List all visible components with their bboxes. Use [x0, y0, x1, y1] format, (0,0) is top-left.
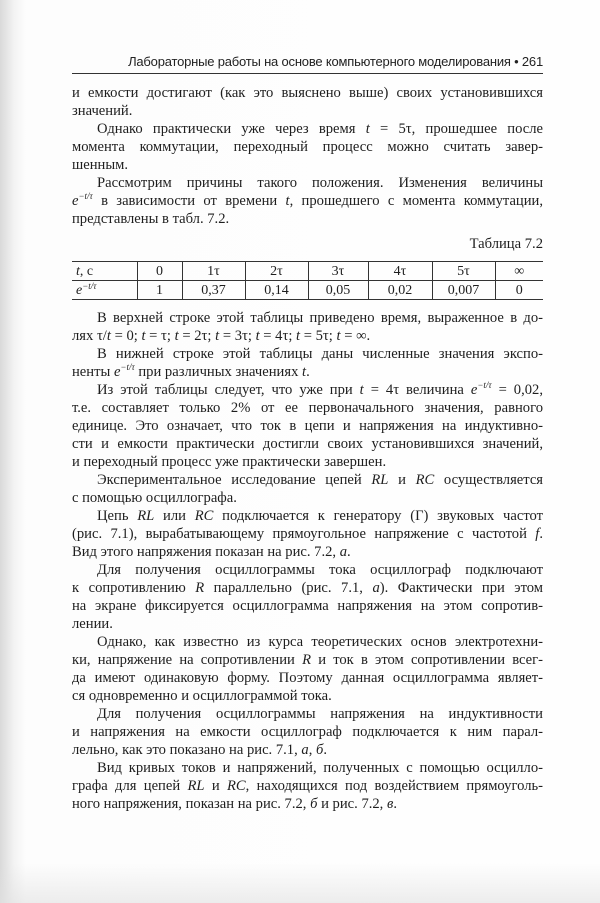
- text-run: .: [539, 526, 543, 542]
- text-run: сти и емкости практически достигли своих установившихся значений,: [72, 436, 543, 452]
- exponent: −t/τ: [82, 280, 97, 291]
- text-line: [72, 615, 543, 633]
- text-run: подключается к генератору (Г) звуковых частот: [213, 508, 543, 524]
- text-run: и переходный процесс уже практически завершен.: [72, 454, 387, 470]
- text-run: и напряжения на емкости осциллограф подключается к ним парал-: [72, 724, 543, 740]
- math-symbol: в: [386, 796, 394, 812]
- text-run: , находящихся под воздействием прямоуголь-: [245, 778, 543, 794]
- text-run: .: [393, 796, 397, 812]
- text-line: [72, 435, 543, 453]
- text-run: ). Фактически при этом: [379, 580, 543, 596]
- text-run: и емкости достигают (как это выяснено выше) своих установившихся: [72, 85, 543, 101]
- math-symbol: б: [315, 742, 324, 758]
- math-symbol: а: [372, 580, 380, 596]
- math-symbol: t: [302, 364, 307, 380]
- text-line: [72, 84, 543, 102]
- text-line: [72, 795, 543, 813]
- text-run: ного напряжения, показан на рис. 7.2,: [72, 796, 311, 812]
- table-cell: [495, 262, 543, 281]
- math-symbol: t: [174, 328, 179, 344]
- math-symbol: e: [470, 382, 478, 398]
- text-run: и ток в этом сопротивлении всег-: [311, 652, 543, 668]
- text-run: 5τ: [457, 263, 470, 279]
- math-symbol: а: [301, 742, 309, 758]
- text-line: [72, 489, 543, 507]
- text-run: Рассмотрим причины такого положения. Изменения величины: [97, 175, 543, 191]
- math-symbol: RC: [415, 472, 435, 488]
- text-run: шенным.: [72, 157, 129, 173]
- math-symbol: RL: [187, 778, 205, 794]
- text-run: 3τ: [331, 263, 345, 279]
- text-line: [72, 102, 543, 120]
- text-run: Из этой таблицы следует, что уже при: [97, 382, 360, 398]
- text-run: момента коммутации, переходный процесс можно считать завер-: [72, 139, 543, 155]
- math-symbol: e: [76, 282, 83, 298]
- header-rule: [72, 73, 543, 74]
- text-run: лях τ/: [72, 328, 107, 344]
- text-run: .: [306, 364, 310, 380]
- text-line: [72, 417, 543, 435]
- text-line: [72, 471, 543, 489]
- text-line: [72, 741, 543, 759]
- text-line: [72, 723, 543, 741]
- text-run: 1τ: [207, 263, 220, 279]
- text-line: [72, 705, 543, 723]
- text-run: к сопротивлению: [72, 580, 196, 596]
- text-run: т.е. составляет только 2% от ее первоначального значения, равного: [72, 400, 543, 416]
- math-symbol: RL: [137, 508, 155, 524]
- text-line: [72, 597, 543, 615]
- math-symbol: t: [365, 121, 370, 137]
- math-symbol: t: [215, 328, 220, 344]
- text-line: [72, 309, 543, 327]
- math-symbol: t: [76, 263, 80, 279]
- text-run: значений.: [72, 103, 133, 119]
- text-run: (рис. 7.1), вырабатывающему прямоугольное напряжение с частотой: [72, 526, 536, 542]
- text-run: , с: [79, 263, 94, 279]
- text-run: .: [347, 544, 351, 560]
- text-run: 2τ: [270, 263, 283, 279]
- text-run: ся одновременно и осциллограммой тока.: [72, 688, 332, 704]
- math-symbol: RC: [226, 778, 246, 794]
- text-line: [72, 363, 543, 381]
- table-caption: Таблица 7.2: [469, 236, 543, 252]
- math-symbol: RL: [371, 472, 389, 488]
- text-line: [72, 210, 543, 228]
- text-run: Для получения осциллограммы тока осциллограф подключают: [97, 562, 543, 578]
- text-run: с помощью осциллографа.: [72, 490, 237, 506]
- math-symbol: e: [113, 364, 121, 380]
- text-run: или: [154, 508, 195, 524]
- text-line: [72, 120, 543, 138]
- text-run: при различных значениях: [134, 364, 303, 380]
- text-run: = 5τ, прошедшее после: [369, 121, 543, 137]
- math-symbol: t: [296, 328, 301, 344]
- table-cell: [182, 281, 245, 300]
- text-run: = ∞.: [340, 328, 371, 344]
- text-line: [72, 759, 543, 777]
- text-line: [72, 543, 543, 561]
- text-line: [72, 579, 543, 597]
- text-run: .: [323, 742, 327, 758]
- text-run: 0,14: [264, 282, 289, 298]
- math-symbol: e: [72, 193, 79, 209]
- exponent-table: [72, 261, 543, 300]
- math-symbol: f: [535, 526, 540, 542]
- text-block-main: [72, 309, 543, 813]
- exponent: −t/τ: [477, 381, 492, 390]
- text-line: [72, 777, 543, 795]
- math-symbol: R: [302, 652, 311, 668]
- math-symbol: а: [339, 544, 348, 560]
- text-run: 4τ: [393, 263, 407, 279]
- math-symbol: t: [285, 193, 290, 209]
- text-run: ,: [308, 742, 316, 758]
- text-run: = 5τ;: [300, 328, 337, 344]
- math-symbol: t: [255, 328, 260, 344]
- text-run: 0,37: [201, 282, 226, 298]
- exponent: −t/τ: [78, 192, 93, 201]
- text-run: ки, напряжение на сопротивлении: [72, 652, 303, 668]
- table-cell: [495, 281, 543, 300]
- table-row-header: [72, 262, 137, 281]
- text-line: [72, 381, 543, 399]
- text-run: Экспериментальное исследование цепей: [97, 472, 372, 488]
- text-run: и: [204, 778, 227, 794]
- text-run: = 3τ;: [219, 328, 256, 344]
- math-symbol: R: [195, 580, 205, 596]
- text-line: [72, 525, 543, 543]
- table-cell: [432, 281, 495, 300]
- text-line: [72, 192, 543, 210]
- text-line: [72, 633, 543, 651]
- table-cell: [137, 262, 182, 281]
- math-symbol: б: [310, 796, 318, 812]
- text-line: [72, 345, 543, 363]
- text-run: Цепь: [97, 508, 138, 524]
- text-line: [72, 174, 543, 192]
- text-line: [72, 327, 543, 345]
- text-run: 0: [156, 263, 163, 279]
- text-run: 0: [515, 282, 523, 298]
- text-line: [72, 651, 543, 669]
- text-run: в зависимости от времени: [92, 193, 286, 209]
- table-row-exponent: [72, 281, 543, 300]
- text-run: Вид этого напряжения показан на рис. 7.2,: [72, 544, 340, 560]
- text-run: графа для цепей: [72, 778, 188, 794]
- table-cell: [245, 262, 308, 281]
- text-run: В нижней строке этой таблицы даны численные значения экспо-: [97, 346, 543, 362]
- text-run: Однако, как известно из курса теоретических основ электротехни-: [97, 634, 543, 650]
- text-run: и рис. 7.2,: [317, 796, 387, 812]
- table-cell: [308, 262, 368, 281]
- text-run: да имеют одинаковую форму. Поэтому данная осциллограмма являет-: [72, 670, 543, 686]
- table-cell: [245, 281, 308, 300]
- math-symbol: t: [141, 328, 146, 344]
- text-run: Вид кривых токов и напряжений, полученных с помощью осцилло-: [97, 760, 543, 776]
- text-line: [72, 399, 543, 417]
- text-run: = 2τ;: [178, 328, 216, 344]
- math-symbol: t: [106, 328, 111, 344]
- text-run: В верхней строке этой таблицы приведено время, выраженное в до-: [97, 310, 543, 326]
- math-symbol: RC: [194, 508, 214, 524]
- math-symbol: t: [336, 328, 341, 344]
- running-header: Лабораторные работы на основе компьютерного моделирования • 261: [128, 54, 543, 69]
- text-run: = τ;: [145, 328, 175, 344]
- table-cell: [368, 281, 432, 300]
- text-run: 0,05: [325, 282, 351, 298]
- table-cell: [137, 281, 182, 300]
- text-run: и: [388, 472, 416, 488]
- table-cell: [308, 281, 368, 300]
- text-run: представлены в табл. 7.2.: [72, 211, 230, 227]
- text-line: [72, 453, 543, 471]
- text-line: [72, 156, 543, 174]
- text-run: ∞: [514, 263, 525, 279]
- table-row-header: [72, 281, 137, 300]
- text-run: 0,02: [387, 282, 413, 298]
- table-cell: [432, 262, 495, 281]
- text-run: лении.: [72, 616, 113, 632]
- text-run: ненты: [72, 364, 114, 380]
- text-run: параллельно (рис. 7.1,: [204, 580, 373, 596]
- text-line: [72, 669, 543, 687]
- text-run: = 0,02,: [491, 382, 543, 398]
- text-run: единице. Это означает, что ток в цепи и напряжения на индуктивно-: [72, 418, 543, 434]
- text-run: лельно, как это показано на рис. 7.1,: [72, 742, 302, 758]
- exponent: −t/τ: [120, 363, 135, 372]
- text-line: [72, 138, 543, 156]
- text-run: = 4τ;: [259, 328, 297, 344]
- text-run: 1: [156, 282, 163, 298]
- table-cell: [368, 262, 432, 281]
- table-cell: [182, 262, 245, 281]
- text-run: осуществляется: [434, 472, 543, 488]
- text-run: на экране фиксируется осциллограмма напряжения на этом сопротив-: [72, 598, 543, 614]
- math-symbol: t: [359, 382, 364, 398]
- text-line: [72, 687, 543, 705]
- text-run: = 0;: [110, 328, 142, 344]
- text-run: = 4τ величина: [363, 382, 471, 398]
- table-row-time: [72, 262, 543, 281]
- page-shadow: [0, 863, 600, 903]
- text-line: [72, 561, 543, 579]
- text-run: Однако практически уже через время: [97, 121, 366, 137]
- text-run: 0,007: [447, 282, 480, 298]
- text-run: Для получения осциллограммы напряжения на индуктивности: [97, 706, 543, 722]
- text-run: , прошедшего с момента коммутации,: [289, 193, 543, 209]
- text-block-intro: [72, 84, 543, 228]
- text-line: [72, 507, 543, 525]
